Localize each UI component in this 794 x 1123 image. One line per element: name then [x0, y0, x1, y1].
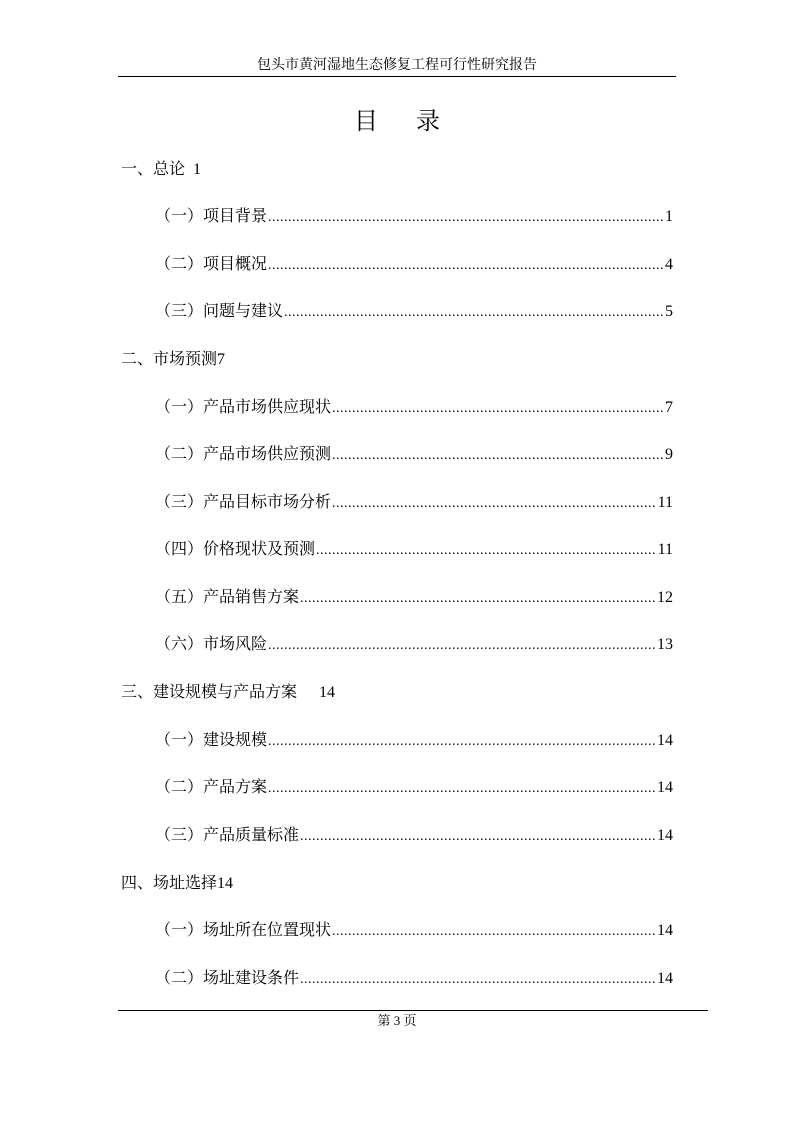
toc-entry-site-selection[interactable]: [121, 872, 233, 896]
toc-entry-market-risk[interactable]: [155, 633, 673, 657]
toc-entry-label: （二）产品市场供应预测: [155, 446, 332, 463]
toc-leader: [332, 920, 656, 944]
toc-entry-label: （一）产品市场供应现状: [155, 399, 332, 416]
toc-entry-page: 1: [665, 208, 673, 225]
toc-entry-product-plan[interactable]: [155, 776, 673, 800]
toc-leader: [284, 301, 664, 325]
toc-entry-label: （三）产品质量标准: [155, 827, 300, 844]
toc-leader: [268, 634, 656, 658]
toc-entry-page: 11: [657, 494, 673, 511]
toc-entry-site-conditions[interactable]: [155, 967, 673, 991]
toc-entry-page: 11: [657, 541, 673, 558]
toc-leader: [268, 730, 656, 754]
toc-entry-label: （三）产品目标市场分析: [155, 494, 332, 511]
toc-entry-project-background[interactable]: [155, 205, 673, 229]
toc-entry-label: 三、建设规模与产品方案: [121, 684, 298, 701]
toc-entry-page: 14: [657, 827, 673, 844]
toc-entry-page: 13: [657, 636, 673, 653]
toc-entry-page: 5: [665, 303, 673, 320]
toc-entry-construction-scale[interactable]: [155, 729, 673, 753]
toc-entry-target-market[interactable]: [155, 491, 673, 515]
toc-entry-page: 14: [657, 732, 673, 749]
toc-title: 目录: [354, 109, 478, 135]
toc-entry-page: 7: [665, 399, 673, 416]
toc-entry-page: 14: [657, 970, 673, 987]
toc-entry-market-forecast[interactable]: [121, 348, 225, 372]
toc-entry-page: 4: [665, 256, 673, 273]
toc-entry-page: 14: [217, 875, 234, 892]
toc-leader: [332, 397, 664, 421]
toc-entry-label: （一）项目背景: [155, 208, 268, 225]
toc-entry-label: （五）产品销售方案: [155, 589, 300, 606]
toc-entry-sales-plan[interactable]: [155, 586, 673, 610]
toc-leader: [332, 492, 657, 516]
toc-leader: [300, 968, 656, 992]
toc-leader: [268, 777, 656, 801]
toc-leader: [316, 539, 657, 563]
toc-entry-project-overview[interactable]: [155, 253, 673, 277]
toc-entry-general[interactable]: [121, 158, 201, 182]
toc-leader: [268, 254, 664, 278]
toc-entry-price-forecast[interactable]: [155, 538, 673, 562]
toc-entry-page: 1: [193, 161, 202, 178]
toc-entry-quality-standard[interactable]: [155, 824, 673, 848]
toc-entry-site-location[interactable]: [155, 919, 673, 943]
header-title: 包头市黄河湿地生态修复工程可行性研究报告: [257, 58, 537, 73]
toc-entry-label: （二）项目概况: [155, 256, 268, 273]
toc-entry-label: （二）场址建设条件: [155, 970, 300, 987]
toc-entry-page: 14: [657, 922, 673, 939]
toc-entry-page: 14: [319, 684, 336, 701]
toc-entry-label: 一、总论: [121, 161, 186, 178]
toc-entry-page: 7: [217, 351, 226, 368]
header-divider: [118, 76, 676, 77]
footer-divider: [118, 1010, 708, 1011]
toc-entry-page: 14: [657, 779, 673, 796]
toc-leader: [332, 444, 664, 468]
toc-entry-label: 二、市场预测: [121, 351, 218, 368]
toc-leader: [300, 825, 656, 849]
toc-leader: [268, 206, 664, 230]
toc-entry-supply-forecast[interactable]: [155, 443, 673, 467]
page-number: 第 3 页: [377, 1013, 417, 1028]
toc-entry-label: （三）问题与建议: [155, 303, 284, 320]
toc-entry-label: （一）场址所在位置现状: [155, 922, 332, 939]
toc-entry-page: 12: [657, 589, 673, 606]
toc-entry-label: 四、场址选择: [121, 875, 218, 892]
toc-leader: [300, 587, 656, 611]
toc-entry-label: （二）产品方案: [155, 779, 268, 796]
toc-entry-label: （六）市场风险: [155, 636, 268, 653]
toc-entry-label: （四）价格现状及预测: [155, 541, 316, 558]
toc-entry-scale-and-plan[interactable]: [121, 681, 335, 705]
toc-entry-supply-status[interactable]: [155, 396, 673, 420]
toc-entry-label: （一）建设规模: [155, 732, 268, 749]
toc-entry-page: 9: [665, 446, 673, 463]
toc-entry-issues-suggestions[interactable]: [155, 300, 673, 324]
